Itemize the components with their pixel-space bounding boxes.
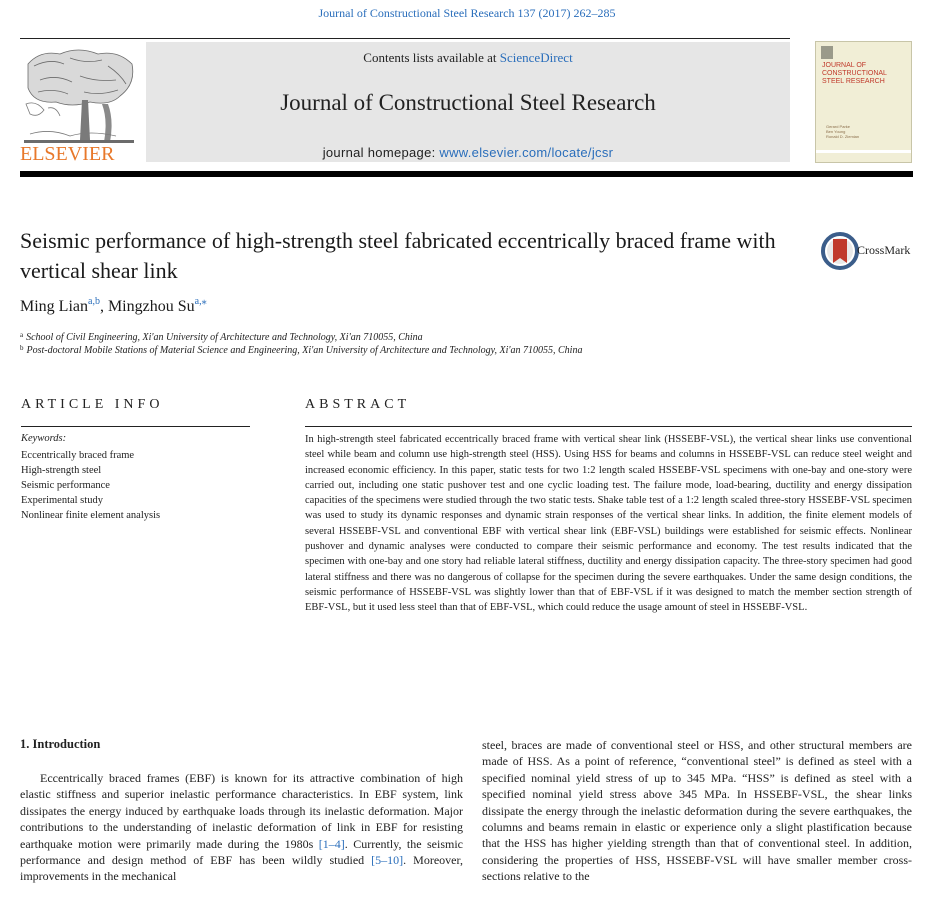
crossmark-label[interactable]: CrossMark [857, 243, 911, 257]
keywords-list [21, 448, 160, 523]
journal-cover-thumbnail[interactable] [815, 41, 912, 163]
affiliation-text: School of Civil Engineering, Xi'an University of Architecture and Technology, Xi'an 710055, China [26, 332, 423, 343]
affiliation-key: b [20, 344, 24, 352]
keyword-item: High-strength steel [21, 465, 102, 476]
sciencedirect-link[interactable]: ScienceDirect [499, 50, 573, 65]
cover-band [816, 150, 911, 153]
author-name[interactable]: Ming Lian [20, 298, 88, 315]
citation-link[interactable]: [1–4] [318, 836, 345, 851]
affiliation-b [20, 344, 582, 356]
article-info-rule [21, 426, 250, 427]
journal-homepage-link[interactable]: www.elsevier.com/locate/jcsr [439, 145, 614, 160]
contents-line [146, 50, 790, 66]
journal-name: Journal of Constructional Steel Research [280, 90, 656, 115]
abstract-text: In high-strength steel fabricated eccentrically braced frame with vertical shear link (HSSEBF-VSL), the vertical shear links use conventional steel while beam and column use high-strength steel (HSS). Using HSS for beams and columns in HSSEBF-VSL can reduce steel weight and increased economic efficiency. In this paper, static tests for two 1:2 length scaled HSSEBF-VSL specimens with one-bay and one-story were carried out, including one static pushover test and one cyclic loading test. The failure mode, load-bearing, ductility and energy dissipation capacities of the specimens were studied through the two static tests. Shake table test of a 1:2 length scaled three-story HSSEBF-VSL specimen was used to study its dynamic responses and dynamic strain responses of the vertical shear links. In addition, the finite element models of several HSSEBF-VSL and conventional EBF with vertical shear link (EBF-VSL) buildings were established for seismic effects. Nonlinear pushover and dynamic analyses were conducted to compare their seismic performance and economy. The test results indicated that the specimen with one-bay and one story had reliable lateral stiffness, ductility and energy dissipation capacity. The three-story specimen had good lateral stiffness and there was no dangerous of collapse for the specimen during the severe earthquakes. Under the same design conditions, the seismic performance of HSSEBF-VSL was slightly lower than that of EBF-VSL if it was designed to match the member section strength of EBF-VSL, but it used less steel than that of EBF-VSL, which could reduce the usage amount of steel in HSSEBF-VSL. [305, 434, 912, 614]
running-head[interactable]: Journal of Constructional Steel Research 137 (2017) 262–285 [318, 6, 616, 20]
article-title: Seismic performance of high-strength steel fabricated eccentrically braced frame with vertical shear link [20, 228, 776, 283]
abstract-heading: ABSTRACT [305, 397, 411, 412]
author-affiliation-marker[interactable]: a,b [88, 296, 100, 307]
contents-prefix: Contents lists available at [363, 50, 500, 65]
homepage-line [146, 145, 790, 160]
author-name[interactable]: Mingzhou Su [107, 298, 195, 315]
intro-text: . Moreover, improvements in the mechanical [20, 853, 463, 884]
introduction-heading: 1. Introduction [20, 737, 101, 751]
article-info-heading: ARTICLE INFO [21, 397, 164, 412]
abstract-rule [305, 426, 912, 427]
cover-publisher-logo-icon [821, 46, 833, 59]
affiliation-a [20, 331, 423, 343]
keyword-item: Eccentrically braced frame [21, 450, 135, 461]
cover-editors: Gerard Parke Ben Young Ronald D. Ziemian [826, 124, 860, 139]
elsevier-wordmark: ELSEVIER [20, 143, 115, 165]
keyword-item: Nonlinear finite element analysis [21, 510, 161, 521]
citation-link[interactable]: [5–10] [371, 853, 404, 868]
affiliation-key: a [20, 331, 24, 339]
keyword-item: Experimental study [21, 495, 103, 506]
affiliation-text: Post-doctoral Mobile Stations of Material Science and Engineering, Xi'an University of Architecture and Technology, Xi'an 710055, China [26, 345, 583, 356]
keywords-label: Keywords: [21, 433, 67, 444]
header-thick-rule [20, 171, 913, 177]
cover-title: JOURNAL OF CONSTRUCTIONAL STEEL RESEARCH [822, 62, 887, 85]
intro-text: Eccentrically braced frames (EBF) is known for its attractive combination of high elastic stiffness and superior inelastic performance characteristics. In EBF system, link dissipates the energy induced by earthquake loads through its inelastic deformation. Major contributions to the understanding of inelastic deformation of link in EBF for resisting earthquake motion were primarily made during the 1980s [20, 771, 463, 851]
introduction-column-1 [20, 770, 463, 885]
keyword-item: Seismic performance [21, 480, 110, 491]
introduction-column-2: steel, braces are made of conventional steel or HSS, and other structural members are made of HSS. As a point of reference, “conventional steel” is defined as steel with a specified nominal yield stress of up to 345 MPa. “HSS” is defined as steel with a specified nominal yield stress above 345 MPa. In HSSEBF-VSL, the shear links dissipate the energy through the inelastic deformation during the severe earthquakes, the columns and beams remain in elastic or experience only a slight plastification because that the HSS has higher yielding strength than that of conventional steel. In addition, considering the properties of HSS, HSSEBF-VSL will have smaller member cross-sections relative to the [482, 738, 912, 884]
top-rule [20, 38, 790, 39]
author-list [20, 296, 207, 316]
intro-text: . Currently, the seismic performance and design method of EBF has been wildly studied [20, 836, 463, 868]
author-affiliation-marker[interactable]: a,⁎ [194, 296, 207, 307]
homepage-prefix: journal homepage: [322, 145, 440, 160]
author-separator: , [99, 298, 108, 315]
